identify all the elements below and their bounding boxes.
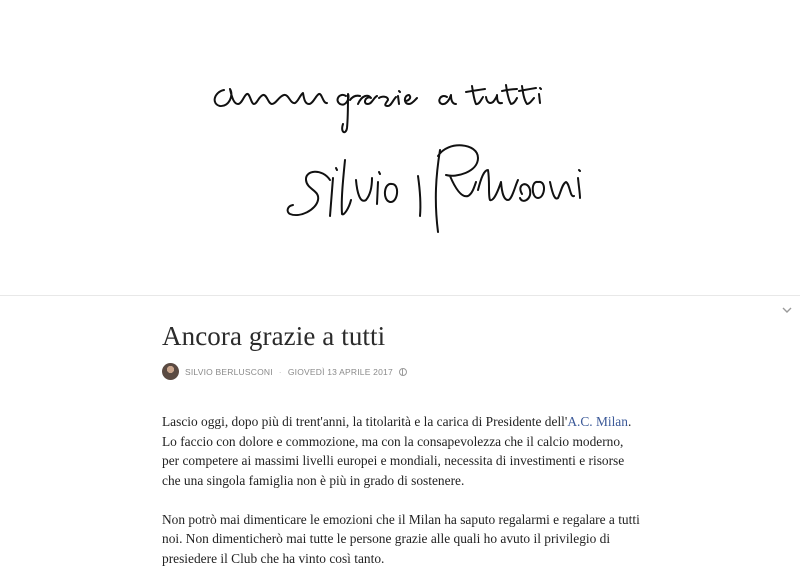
- article-paragraph: Non potrò mai dimenticare le emozioni che il Milan ha saputo regalarmi e regalare a tutti noi. Non dimenticherò mai tutte le persone grazie alle quali ho avuto il privilegio di presiedere il Club che ha vinto così tanto.: [162, 511, 640, 566]
- article-paragraph: [162, 412, 642, 490]
- paragraph-text: . Lo faccio con dolore e commozione, ma con la consapevolezza che il calcio moderno, per competere ai massimi livelli europei e mondiali, necessita di investimenti e risorse che una singola famiglia non è più in grado di sostenere.: [162, 414, 632, 488]
- author-avatar[interactable]: [162, 363, 179, 380]
- article-body: [162, 412, 642, 568]
- hero-divider: [0, 295, 800, 296]
- chevron-down-icon[interactable]: [780, 303, 794, 317]
- article-title: Ancora grazie a tutti: [162, 321, 386, 351]
- globe-icon: [399, 368, 407, 376]
- author-name[interactable]: SILVIO BERLUSCONI: [185, 366, 273, 377]
- article: [162, 320, 642, 588]
- ac-milan-link[interactable]: A.C. Milan: [567, 414, 628, 430]
- meta-separator: ·: [278, 366, 282, 377]
- paragraph-text: Lascio oggi, dopo più di trent'anni, la titolarità e la carica di Presidente dell': [162, 414, 568, 430]
- publish-date[interactable]: GIOVEDÌ 13 APRILE 2017: [287, 366, 393, 377]
- article-meta: [162, 363, 642, 380]
